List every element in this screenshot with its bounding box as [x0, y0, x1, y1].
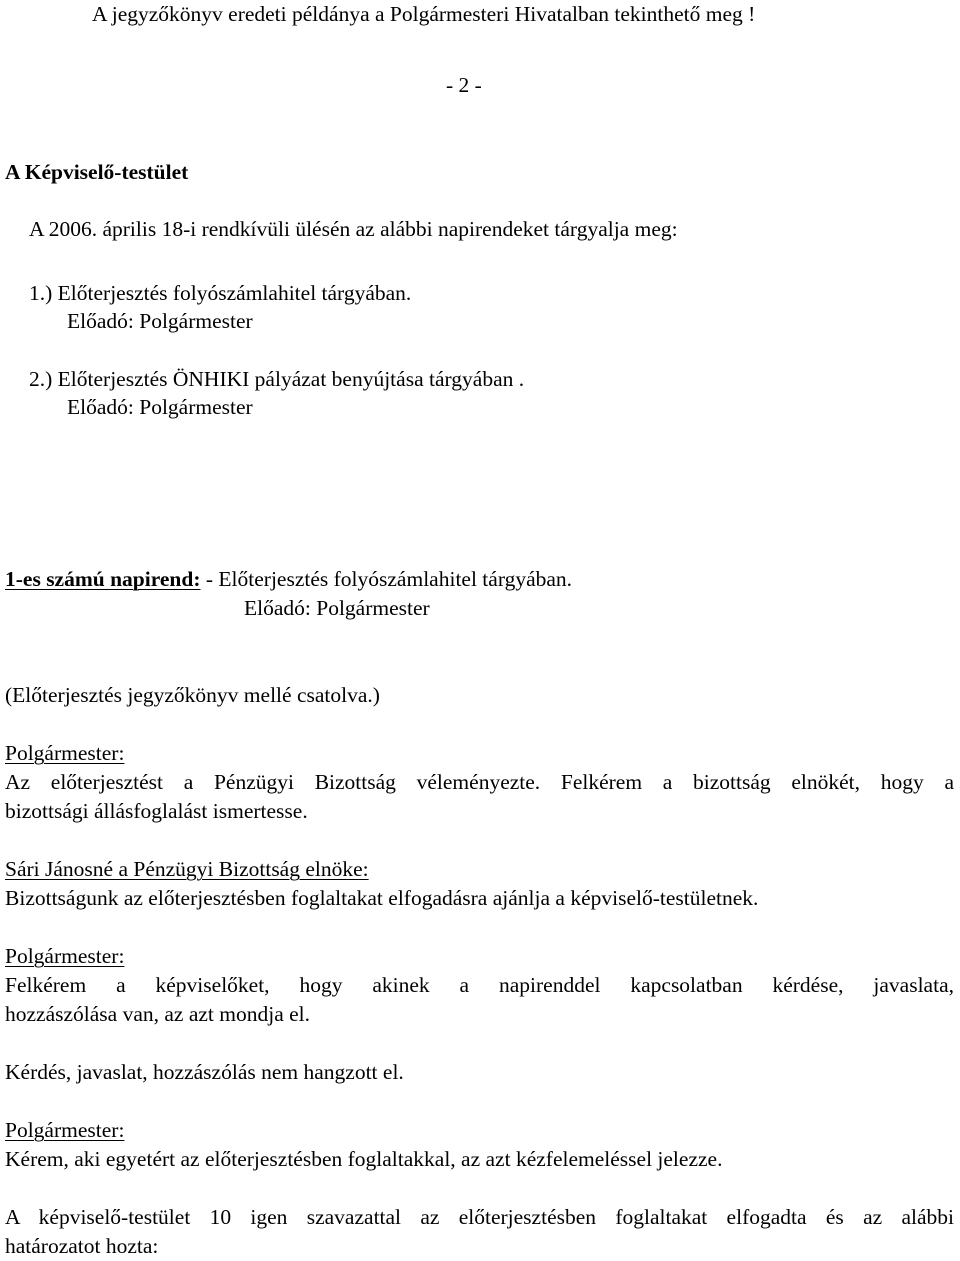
speaker-committee-chair: Sári Jánosné a Pénzügyi Bizottság elnöke:: [5, 857, 369, 881]
section-heading: A Képviselő-testület: [5, 160, 189, 184]
agenda-item-1-title: 1.) Előterjesztés folyószámlahitel tárgyában.: [29, 281, 412, 305]
statement-2: Bizottságunk az előterjesztésben foglaltakat elfogadásra ajánlja a képviselő-testületnek.: [5, 886, 759, 910]
session-intro: A 2006. április 18-i rendkívüli ülésén az alábbi napirendeket tárgyalja meg:: [29, 217, 678, 241]
header-notice: A jegyzőkönyv eredeti példánya a Polgármesteri Hivatalban tekinthető meg !: [92, 2, 756, 26]
page-number: - 2 -: [446, 73, 482, 97]
statement-1-line-1: Az előterjesztést a Pénzügyi Bizottság véleményezte. Felkérem a bizottság elnökét, hogy a: [5, 770, 954, 794]
statement-1-line-2: bizottsági állásfoglalást ismertesse.: [5, 799, 308, 823]
statement-4: Kérdés, javaslat, hozzászólás nem hangzott el.: [5, 1060, 404, 1084]
agenda-item-1-presenter: Előadó: Polgármester: [67, 309, 253, 333]
resolution-line-2: határozatot hozta:: [5, 1234, 159, 1258]
agenda-item-2-presenter: Előadó: Polgármester: [67, 395, 253, 419]
speaker-mayor-2: Polgármester:: [5, 944, 125, 968]
resolution-line-1: A képviselő-testület 10 igen szavazattal az előterjesztésben foglaltakat elfogadta és az alábbi: [5, 1205, 954, 1229]
statement-3-line-2: hozzászólása van, az azt mondja el.: [5, 1002, 311, 1026]
item1-heading: [5, 565, 572, 594]
speaker-mayor-3: Polgármester:: [5, 1118, 125, 1142]
speaker-mayor-1: Polgármester:: [5, 741, 125, 765]
item1-presenter: Előadó: Polgármester: [244, 596, 430, 620]
statement-3-line-1: Felkérem a képviselőket, hogy akinek a napirenddel kapcsolatban kérdése, javaslata,: [5, 973, 954, 997]
item1-title: - Előterjesztés folyószámlahitel tárgyában.: [200, 567, 573, 591]
item1-label: 1-es számú napirend:: [5, 567, 201, 591]
attachment-note: (Előterjesztés jegyzőkönyv mellé csatolva.): [5, 683, 380, 707]
agenda-item-2-title: 2.) Előterjesztés ÖNHIKI pályázat benyújtása tárgyában .: [29, 367, 525, 391]
statement-5: Kérem, aki egyetért az előterjesztésben foglaltakkal, az azt kézfelemeléssel jelezze.: [5, 1147, 723, 1171]
